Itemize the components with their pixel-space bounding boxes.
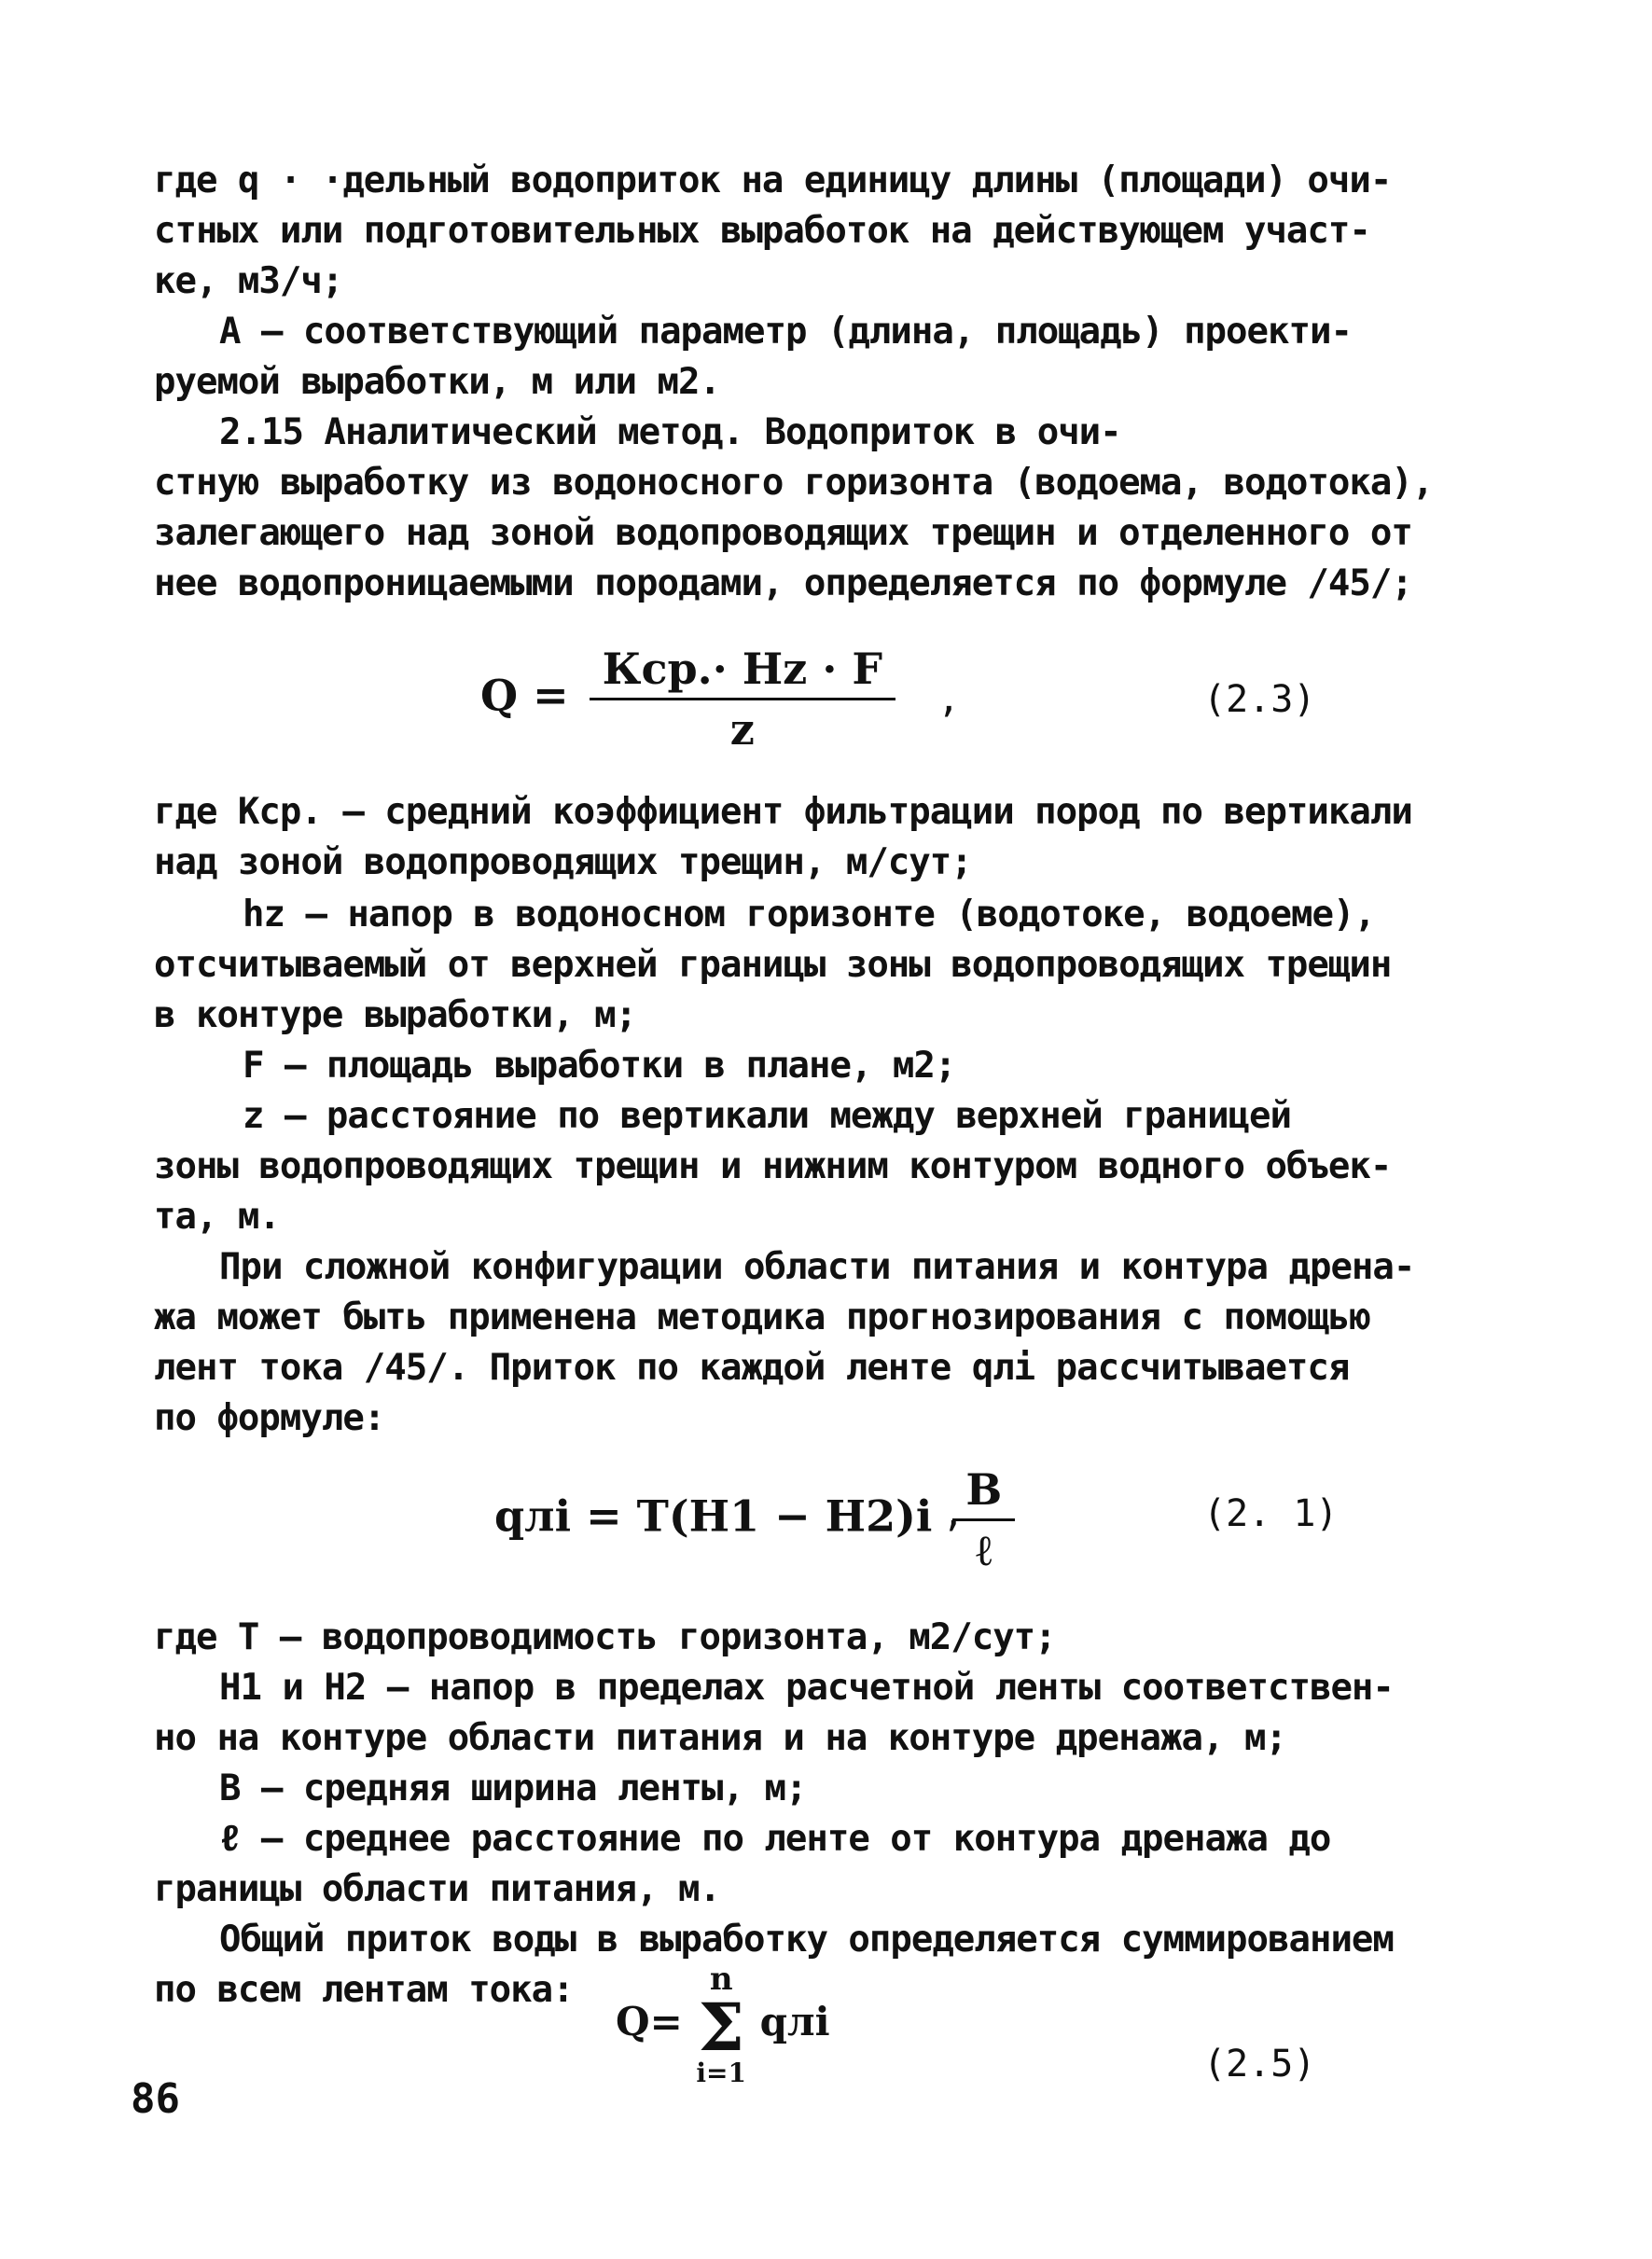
- sigma-symbol: Σ: [698, 1989, 744, 2066]
- section-heading-line: 2.15 Аналитический метод. Водоприток в очи-: [219, 411, 1121, 453]
- text-line: где Т – водопроводимость горизонта, м2/сут;: [154, 1616, 1056, 1658]
- formula-rhs: qлi: [759, 1999, 830, 2044]
- text-line: по формуле:: [154, 1397, 385, 1439]
- text-line: руемой выработки, м или м2.: [154, 361, 720, 403]
- text-line: но на контуре области питания и на контуре дренажа, м;: [154, 1717, 1286, 1759]
- text-line: зоны водопроводящих трещин и нижним контуром водного объек-: [154, 1145, 1392, 1187]
- formula-lhs: qлi = T(H1 − H2)i: [494, 1490, 933, 1542]
- text-line: В – средняя ширина ленты, м;: [219, 1767, 807, 1809]
- text-line: нее водопроницаемыми породами, определяется по формуле /45/;: [154, 562, 1412, 604]
- text-line: где q · ·дельный водоприток на единицу длины (площади) очи-: [154, 159, 1392, 201]
- formula-2-3: [480, 644, 901, 755]
- text-line: та, м.: [154, 1196, 280, 1238]
- formula-lhs: Q=: [616, 1999, 683, 2044]
- formula-fraction: [590, 644, 895, 755]
- sum-upper-limit: n: [709, 1961, 733, 1998]
- formula-number: (2.3): [1203, 678, 1316, 721]
- text-line: над зоной водопроводящих трещин, м/сут;: [154, 841, 972, 883]
- formula-number: (2.5): [1203, 2043, 1316, 2086]
- sum-operator: [696, 1963, 746, 2086]
- text-line: стных или подготовительных выработок на действующем участ-: [154, 210, 1370, 252]
- sum-lower-limit: i=1: [696, 2058, 746, 2088]
- text-line: А – соответствующий параметр (длина, площадь) проекти-: [219, 311, 1352, 353]
- text-line: F – площадь выработки в плане, м2;: [243, 1045, 956, 1087]
- text-line: границы области питания, м.: [154, 1868, 720, 1910]
- text-line: Общий приток воды в выработку определяется суммированием: [219, 1919, 1394, 1961]
- text-line: по всем лентам тока:: [154, 1969, 574, 2011]
- text-line: залегающего над зоной водопроводящих трещин и отделенного от: [154, 512, 1412, 554]
- formula-comma: ,: [937, 678, 961, 721]
- text-line: в контуре выработки, м;: [154, 994, 637, 1036]
- formula-denominator: ℓ: [976, 1525, 993, 1575]
- page-number: 86: [131, 2075, 180, 2123]
- text-line: стную выработку из водоносного горизонта (водоема, водотока),: [154, 462, 1434, 504]
- text-line: лент тока /45/. Приток по каждой ленте qлi рассчитывается: [154, 1347, 1350, 1389]
- formula-numerator: Кср.· Hz · F: [590, 644, 895, 700]
- formula-denominator: z: [729, 704, 755, 755]
- text-line: hz – напор в водоносном горизонте (водотоке, водоеме),: [243, 894, 1375, 935]
- formula-2-5: [616, 1963, 830, 2086]
- text-line: ке, м3/ч;: [154, 260, 343, 302]
- formula-lhs: Q =: [480, 670, 569, 721]
- formula-comma: ,: [942, 1492, 965, 1535]
- text-line: z – расстояние по вертикали между верхней границей: [243, 1095, 1291, 1137]
- text-line: Н1 и Н2 – напор в пределах расчетной ленты соответствен-: [219, 1667, 1394, 1709]
- text-line: При сложной конфигурации области питания и контура дрена-: [219, 1246, 1415, 1288]
- formula-numerator: B: [952, 1464, 1015, 1521]
- text-line: ℓ – среднее расстояние по ленте от контура дренажа до: [219, 1818, 1331, 1860]
- text-line: жа может быть применена методика прогнозирования с помощью: [154, 1296, 1370, 1338]
- text-line: где Кср. – средний коэффициент фильтрации пород по вертикали: [154, 791, 1412, 833]
- formula-number: (2. 1): [1203, 1492, 1339, 1535]
- text-line: отсчитываемый от верхней границы зоны водопроводящих трещин: [154, 944, 1392, 986]
